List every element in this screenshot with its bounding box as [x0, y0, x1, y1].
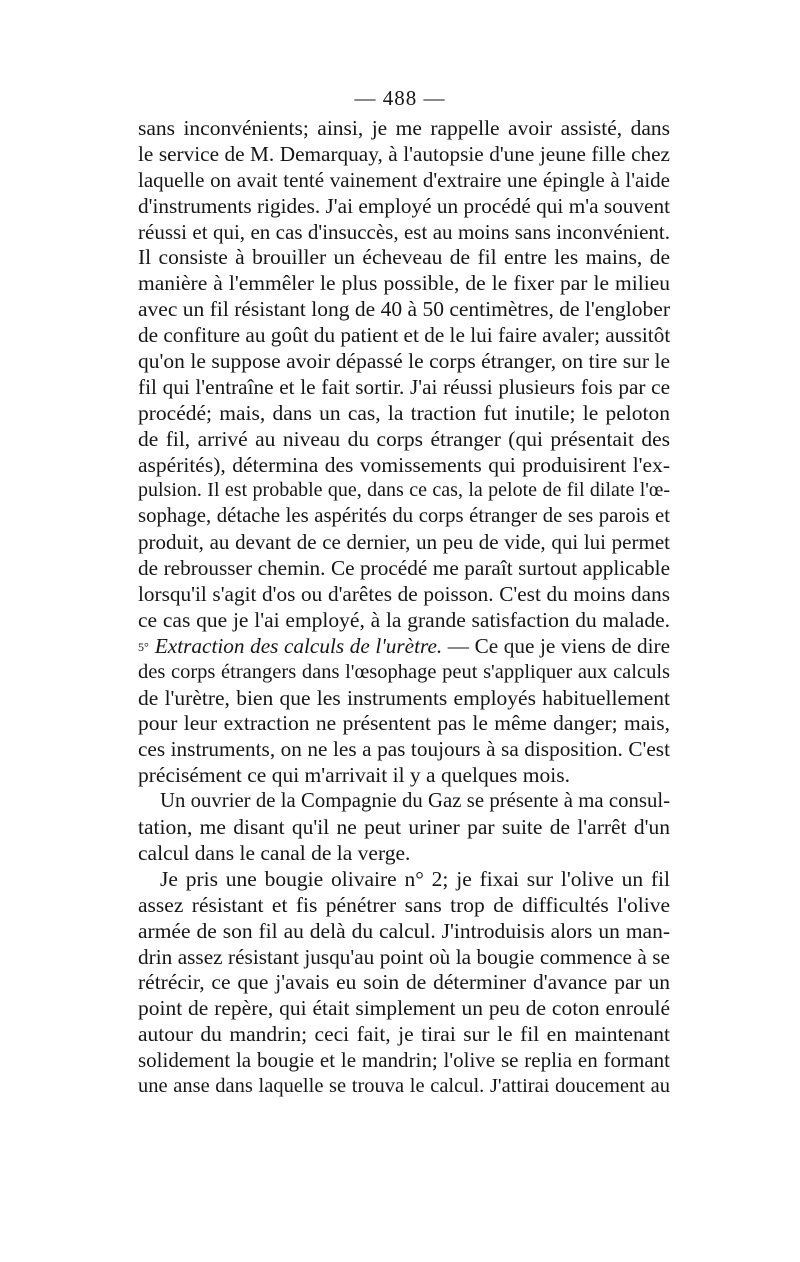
body-text	[138, 116, 670, 1100]
section-urethra	[138, 634, 670, 789]
text-line: lorsqu'il s'agit d'os ou d'arêtes de poisson. C'est du moins dans	[138, 582, 670, 607]
text-line: armée de son fil au delà du calcul. J'introduisis alors un man-	[138, 918, 670, 943]
page-number: — 488 —	[354, 86, 446, 110]
section-heading-rest: — Ce que je viens de dire	[442, 633, 670, 658]
text-line: drin assez résistant jusqu'au point où la bougie commence à se	[138, 944, 670, 969]
text-line: de confiture au goût du patient et de le lui faire avaler; aussitôt	[138, 323, 670, 348]
text-line: d'instruments rigides. J'ai employé un procédé qui m'a souvent	[138, 193, 670, 218]
text-line: solidement la bougie et le mandrin; l'olive se replia en formant	[138, 1048, 670, 1073]
text-line: point de repère, qui était simplement un peu de coton enroulé	[138, 996, 670, 1021]
text-line: avec un fil résistant long de 40 à 50 centimètres, de l'englober	[138, 297, 670, 322]
text-line: ces instruments, on ne les a pas toujours à sa disposition. C'est	[138, 737, 670, 762]
text-line: de fil, arrivé au niveau du corps étranger (qui présentait des	[138, 426, 670, 451]
text-line: pour leur extraction ne présentent pas le même danger; mais,	[138, 711, 670, 736]
text-line: ce cas que je l'ai employé, à la grande satisfaction du malade.	[138, 607, 670, 632]
text-line: de l'urètre, bien que les instruments employés habituellement	[138, 685, 670, 710]
paragraph-2	[138, 789, 670, 867]
text-line: réussi et qui, en cas d'insuccès, est au moins sans inconvénient.	[138, 219, 670, 244]
section-heading-line	[138, 634, 670, 660]
text-line: une anse dans laquelle se trouva le calcul. J'attirai doucement au	[138, 1074, 670, 1097]
section-heading: Extraction des calculs de l'urètre.	[154, 633, 443, 658]
paragraph-1	[138, 116, 670, 634]
text-line: de rebrousser chemin. Ce procédé me paraît surtout applicable	[138, 556, 670, 581]
text-line: des corps étrangers dans l'œsophage peut s'appliquer aux calculs	[138, 660, 670, 683]
text-line: Il consiste à brouiller un écheveau de fil entre les mains, de	[138, 245, 670, 270]
text-line: rétrécir, ce que j'avais eu soin de déterminer d'avance par un	[138, 970, 670, 995]
text-line: sophage, détache les aspérités du corps étranger de ses parois et	[138, 505, 670, 528]
text-line: tation, me disant qu'il ne peut uriner par suite de l'arrêt d'un	[138, 815, 670, 840]
text-line: produit, au devant de ce dernier, un peu de vide, qui lui permet	[138, 530, 670, 555]
text-line: précisément ce qui m'arrivait il y a quelques mois.	[138, 763, 570, 788]
paragraph-3	[138, 867, 670, 1100]
text-line: assez résistant et fis pénétrer sans trop de difficultés l'olive	[138, 892, 670, 917]
text-line: sans inconvénients; ainsi, je me rappelle avoir assisté, dans	[138, 116, 670, 140]
text-line: aspérités), détermina des vomissements qui produisirent l'ex-	[138, 452, 670, 477]
text-line: autour du mandrin; ceci fait, je tirai sur le fil en maintenant	[138, 1022, 670, 1047]
text-line: le service de M. Demarquay, à l'autopsie d'une jeune fille chez	[138, 141, 670, 166]
text-line: qu'on le suppose avoir dépassé le corps étranger, on tire sur le	[138, 349, 670, 374]
text-line: laquelle on avait tenté vainement d'extraire une épingle à l'aide	[138, 167, 670, 192]
section-marker: 5°	[138, 639, 149, 654]
text-line: pulsion. Il est probable que, dans ce cas, la pelote de fil dilate l'œ-	[138, 479, 670, 502]
text-line: Je pris une bougie olivaire n° 2; je fixai sur l'olive un fil	[160, 866, 670, 891]
text-line: fil qui l'entraîne et le fait sortir. J'ai réussi plusieurs fois par ce	[138, 374, 670, 399]
text-line: procédé; mais, dans un cas, la traction fut inutile; le peloton	[138, 400, 670, 425]
text-line: Un ouvrier de la Compagnie du Gaz se présente à ma consul-	[160, 790, 670, 813]
text-line: calcul dans le canal de la verge.	[138, 840, 411, 865]
text-line: manière à l'emmêler le plus possible, de le fixer par le milieu	[138, 271, 670, 296]
